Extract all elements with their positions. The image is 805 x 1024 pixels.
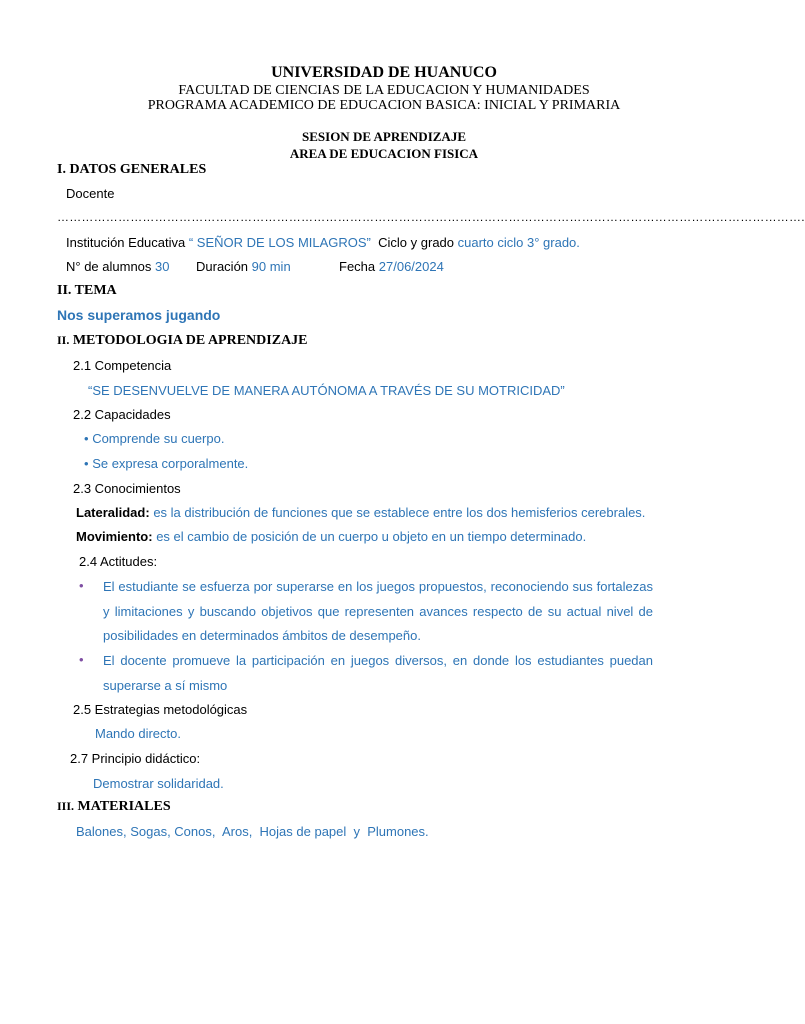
lateralidad-value: es la distribución de funciones que se establece entre los dos hemisferios cerebrales. bbox=[153, 505, 646, 520]
section-heading-tema: II. TEMA bbox=[57, 283, 117, 298]
materiales-heading-number: III. bbox=[57, 799, 75, 813]
duracion-field bbox=[196, 259, 291, 274]
duracion-value: 90 min bbox=[251, 259, 291, 274]
materiales-value: Balones, Sogas, Conos, Aros, Hojas de papel y Plumones. bbox=[76, 824, 429, 839]
capacidad-item: • Se expresa corporalmente. bbox=[84, 456, 249, 471]
principio-value: Demostrar solidaridad. bbox=[93, 776, 224, 791]
section-heading-materiales bbox=[57, 799, 171, 815]
movimiento-row bbox=[76, 529, 586, 544]
estrategias-value: Mando directo. bbox=[95, 726, 181, 741]
bullet-icon: • bbox=[84, 456, 89, 471]
fecha-field bbox=[339, 259, 444, 274]
bullet-icon: • bbox=[79, 652, 84, 667]
fecha-value: 27/06/2024 bbox=[378, 259, 444, 274]
section-heading-metodologia bbox=[57, 333, 308, 349]
movimiento-label: Movimiento: bbox=[76, 529, 153, 544]
session-title: SESION DE APRENDIZAJE bbox=[302, 129, 466, 144]
institucion-label: Institución Educativa bbox=[66, 235, 186, 250]
capacidades-label: 2.2 Capacidades bbox=[73, 407, 171, 422]
estrategias-label: 2.5 Estrategias metodológicas bbox=[73, 702, 248, 717]
alumnos-field bbox=[66, 259, 170, 274]
metodologia-heading-number: II. bbox=[57, 333, 70, 347]
lateralidad-label: Lateralidad: bbox=[76, 505, 150, 520]
conocimientos-label: 2.3 Conocimientos bbox=[73, 481, 181, 496]
bullet-icon: • bbox=[79, 578, 84, 593]
principio-label: 2.7 Principio didáctico: bbox=[70, 751, 201, 766]
competencia-label: 2.1 Competencia bbox=[73, 358, 172, 373]
actitudes-label: 2.4 Actitudes: bbox=[79, 554, 158, 569]
tema-value: Nos superamos jugando bbox=[57, 307, 221, 323]
bullet-icon: • bbox=[84, 431, 89, 446]
actitud-item: El estudiante se esfuerza por superarse en los juegos propuestos, reconociendo sus fortalezas y limitaciones y buscando objetivos que representen avances respecto de su actual nivel de posibilidades en determinados ámbitos de desempeño. bbox=[103, 579, 653, 644]
institucion-row bbox=[66, 235, 580, 250]
program-title: PROGRAMA ACADEMICO DE EDUCACION BASICA: INICIAL Y PRIMARIA bbox=[147, 98, 621, 113]
duracion-label: Duración bbox=[196, 259, 249, 274]
lateralidad-row bbox=[76, 505, 645, 520]
movimiento-value: es el cambio de posición de un cuerpo u objeto en un tiempo determinado. bbox=[156, 529, 587, 544]
actitud-item: El docente promueve la participación en juegos diversos, en donde los estudiantes puedan superarse a sí mismo bbox=[103, 653, 653, 693]
ciclo-label: Ciclo y grado bbox=[378, 235, 455, 250]
capacidad-item: • Comprende su cuerpo. bbox=[84, 431, 225, 446]
materiales-heading-text: MATERIALES bbox=[77, 799, 171, 814]
area-title: AREA DE EDUCACION FISICA bbox=[289, 146, 479, 161]
ciclo-value: cuarto ciclo 3° grado. bbox=[457, 235, 580, 250]
alumnos-label: N° de alumnos bbox=[66, 259, 152, 274]
section-heading-datos: I. DATOS GENERALES bbox=[57, 162, 207, 177]
competencia-value: “SE DESENVUELVE DE MANERA AUTÓNOMA A TRAVÉS DE SU MOTRICIDAD” bbox=[88, 383, 565, 398]
metodologia-heading-text: METODOLOGIA DE APRENDIZAJE bbox=[72, 333, 308, 348]
alumnos-value: 30 bbox=[155, 259, 170, 274]
faculty-title: FACULTAD DE CIENCIAS DE LA EDUCACION Y HUMANIDADES bbox=[178, 83, 590, 98]
docente-dotted-line: …………………………………………………………………………………………………………………………………………………………………. bbox=[57, 210, 805, 224]
docente-label: Docente bbox=[66, 186, 115, 201]
institucion-value: “ SEÑOR DE LOS MILAGROS” bbox=[188, 235, 371, 250]
fecha-label: Fecha bbox=[339, 259, 376, 274]
university-title: UNIVERSIDAD DE HUANUCO bbox=[271, 64, 497, 81]
